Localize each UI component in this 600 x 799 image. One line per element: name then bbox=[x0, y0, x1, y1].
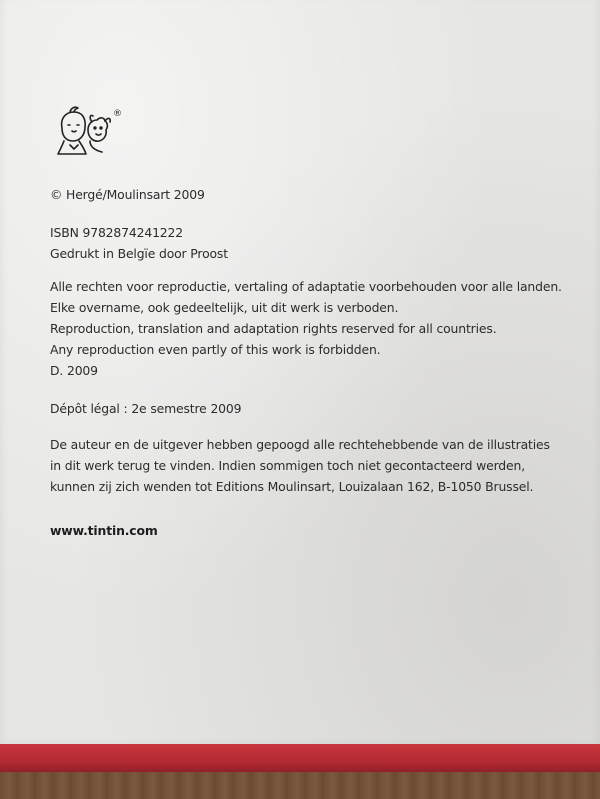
website-link[interactable]: www.tintin.com bbox=[50, 523, 158, 538]
rights-line-5: D. 2009 bbox=[50, 363, 98, 378]
printed-line: Gedrukt in Belgïe door Proost bbox=[50, 246, 228, 261]
rights-line-2: Elke overname, ook gedeeltelijk, uit dit werk is verboden. bbox=[50, 300, 399, 315]
notice-line-1: De auteur en de uitgever hebben gepoogd alle rechtehebbende van de illustraties bbox=[50, 437, 550, 452]
red-cover-edge bbox=[0, 744, 600, 774]
wooden-table bbox=[0, 772, 600, 799]
copyright-line: © Hergé/Moulinsart 2009 bbox=[50, 187, 205, 202]
rights-block bbox=[50, 276, 562, 381]
isbn-line: ISBN 9782874241222 bbox=[50, 225, 184, 240]
website-block bbox=[50, 520, 158, 541]
depot-block bbox=[50, 398, 241, 419]
notice-line-2: in dit werk terug te vinden. Indien sommigen toch niet gecontacteerd werden, bbox=[50, 458, 525, 473]
isbn-block bbox=[50, 222, 228, 264]
rights-line-4: Any reproduction even partly of this work is forbidden. bbox=[50, 342, 381, 357]
registered-mark: ® bbox=[113, 109, 122, 119]
tintin-snowy-logo bbox=[50, 100, 130, 160]
depot-line: Dépôt légal : 2e semestre 2009 bbox=[50, 401, 242, 416]
copyright-block bbox=[50, 184, 205, 205]
rights-line-3: Reproduction, translation and adaptation rights reserved for all countries. bbox=[50, 321, 497, 336]
tintin-head-icon bbox=[58, 107, 86, 154]
snowy-head-icon bbox=[88, 115, 110, 152]
rights-line-1: Alle rechten voor reproductie, vertaling of adaptatie voorbehouden voor alle landen. bbox=[50, 279, 562, 294]
notice-line-3: kunnen zij zich wenden tot Editions Moulinsart, Louizalaan 162, B-1050 Brussel. bbox=[50, 479, 534, 494]
notice-block bbox=[50, 434, 550, 497]
